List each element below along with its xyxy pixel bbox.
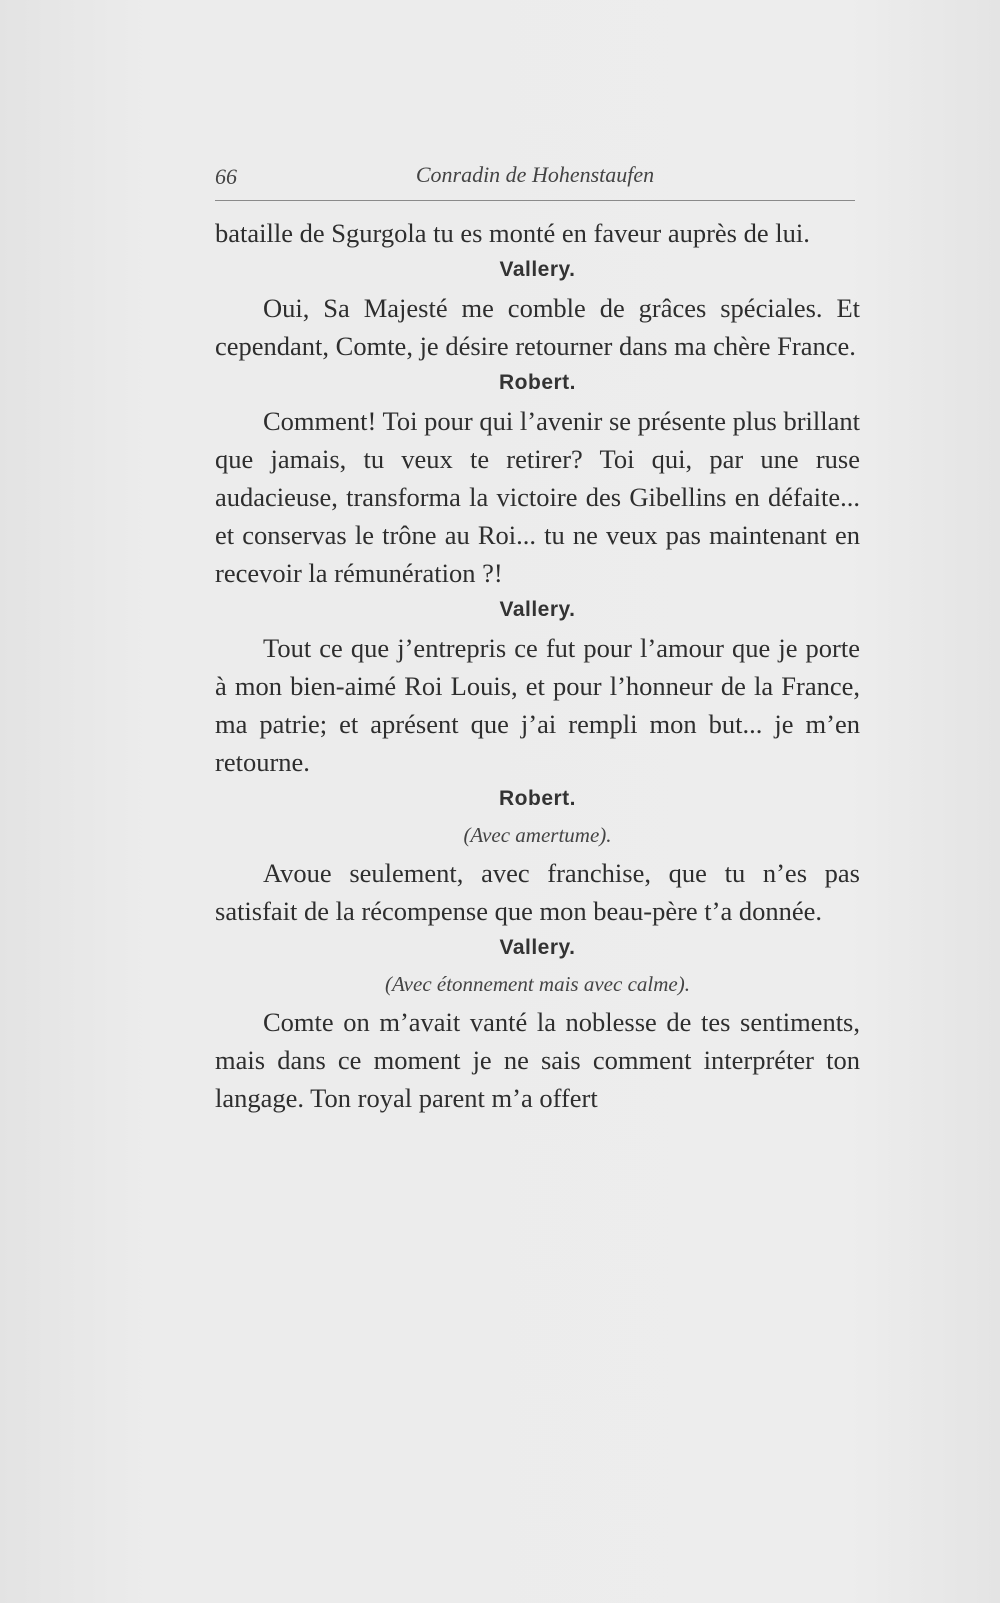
speaker-name: Vallery. [499,936,576,959]
paragraph: Tout ce que j’entrepris ce fut pour l’amour que je porte à mon bien-aimé Roi Louis, et pour l’honneur de la France, ma patrie; et aprésent que j’ai rempli mon but... je m’en retourne. [215,633,860,777]
speaker-name: Vallery. [499,258,576,281]
speaker-name: Robert. [499,371,576,394]
page-text [215,214,860,1117]
stage-direction: (Avec étonnement mais avec calme). [385,972,690,996]
speaker-name: Robert. [499,787,576,810]
stage-direction: (Avec amertume). [463,823,612,847]
running-header [215,160,855,201]
running-title: Conradin de Hohenstaufen [415,162,655,187]
page-number: 66 [215,164,237,189]
paragraph: Avoue seulement, avec franchise, que tu n’es pas satisfait de la récompense que mon beau-père t’a donnée. [215,858,860,926]
paragraph: bataille de Sgurgola tu es monté en faveur auprès de lui. [215,218,810,248]
speaker-name: Vallery. [499,598,576,621]
paragraph: Comte on m’avait vanté la noblesse de tes sentiments, mais dans ce moment je ne sais comment interpréter ton langage. Ton royal parent m’a offert [215,1007,860,1113]
paragraph: Oui, Sa Majesté me comble de grâces spéciales. Et cependant, Comte, je désire retourner dans ma chère France. [215,293,860,361]
paragraph: Comment! Toi pour qui l’avenir se présente plus brillant que jamais, tu veux te retirer? Toi qui, par une ruse audacieuse, transforma la victoire des Gibellins en défaite... et conservas le trône au Roi... tu ne veux pas maintenant en recevoir la rémunération ?! [215,406,860,588]
